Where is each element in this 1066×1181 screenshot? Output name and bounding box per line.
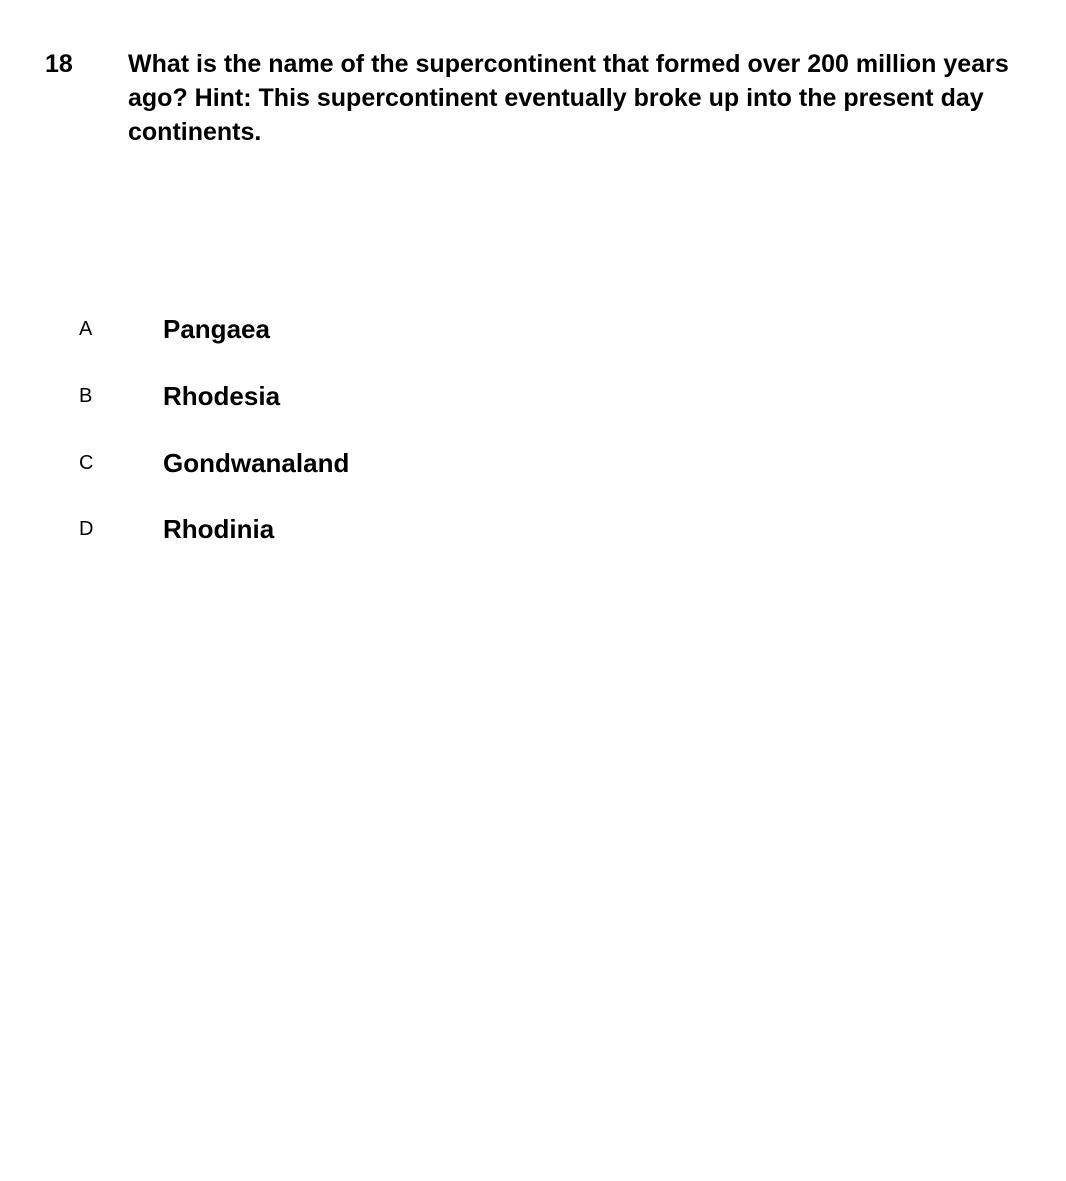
answer-option-c[interactable] xyxy=(0,446,600,486)
question-text: What is the name of the supercontinent that formed over 200 million years ago? Hint: This supercontinent eventually broke up into the present day continents. xyxy=(128,50,1009,146)
option-letter: A xyxy=(79,318,93,340)
question-number: 18 xyxy=(45,50,73,78)
answer-option-d[interactable] xyxy=(0,512,600,552)
option-letter: D xyxy=(79,518,94,540)
option-letter: C xyxy=(79,452,94,474)
option-letter: B xyxy=(79,385,93,407)
option-text: Pangaea xyxy=(163,314,270,344)
option-text: Rhodesia xyxy=(163,381,281,411)
option-text: Gondwanaland xyxy=(163,448,350,478)
answer-option-a[interactable] xyxy=(0,312,600,352)
option-text: Rhodinia xyxy=(163,514,275,544)
answer-option-b[interactable] xyxy=(0,379,600,419)
